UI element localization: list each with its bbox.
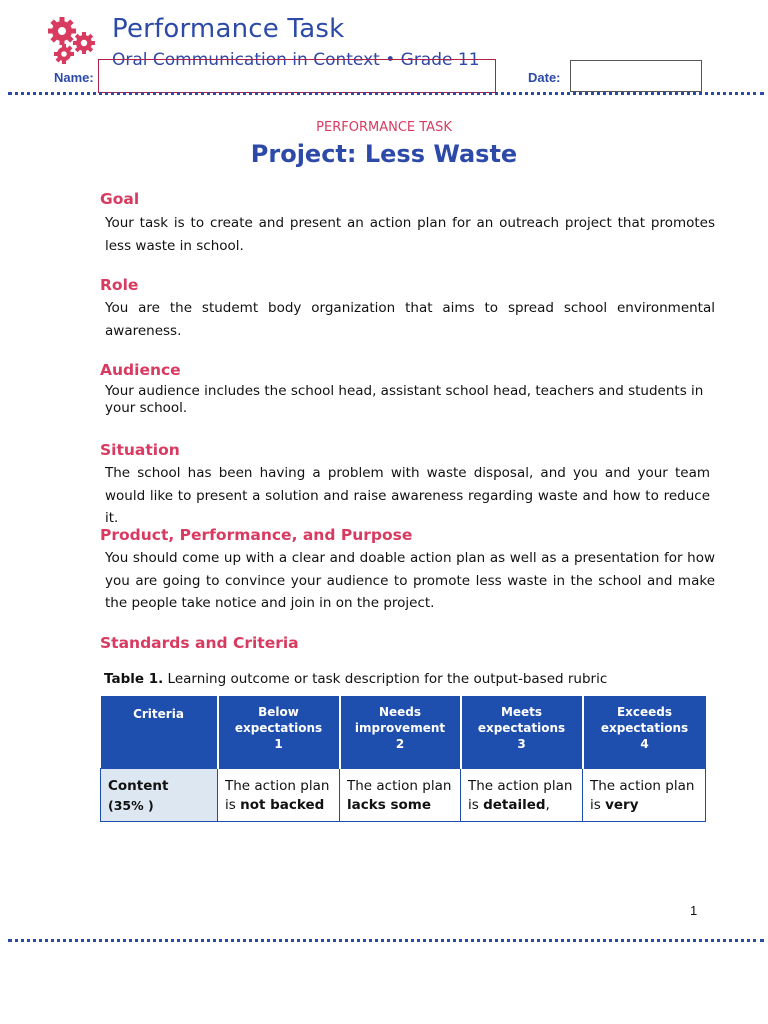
table-header-row	[101, 696, 706, 769]
table-caption	[104, 671, 607, 687]
table-header-cell: Meets expectations 3	[461, 696, 583, 769]
section-heading-goal: Goal	[100, 190, 140, 208]
table-cell: The action plan is very	[583, 769, 706, 822]
section-heading-standards: Standards and Criteria	[100, 634, 299, 652]
table-cell-criterion: Content (35% )	[101, 769, 218, 822]
table-header-cell: Below expectations 1	[218, 696, 340, 769]
header-subtitle: Oral Communication in Context • Grade 11	[112, 50, 480, 70]
table-cell: The action plan is not backed	[218, 769, 340, 822]
gears-logo-icon	[46, 16, 102, 64]
date-label: Date:	[528, 70, 561, 85]
project-title: Project: Less Waste	[250, 140, 518, 168]
table-header-cell: Criteria	[101, 696, 218, 769]
header-title: Performance Task	[112, 14, 345, 44]
table-header-cell: Exceeds expectations 4	[583, 696, 706, 769]
table-caption-text: Learning outcome or task description for the output-based rubric	[163, 671, 608, 687]
section-heading-role: Role	[100, 276, 139, 294]
section-text-role: You are the studemt body organization that aims to spread school environmental awareness.	[105, 300, 715, 339]
table-cell: The action plan is detailed,	[461, 769, 583, 822]
table-caption-label: Table 1.	[104, 671, 164, 687]
section-text-situation: The school has been having a problem with waste disposal, and you and your team would like to present a solution and raise awareness regarding waste and how to reduce it.	[105, 465, 710, 526]
task-label: PERFORMANCE TASK	[316, 120, 452, 135]
page-number: 1	[690, 903, 698, 918]
table-header-cell: Needs improvement 2	[340, 696, 461, 769]
rubric-table	[100, 696, 706, 822]
section-text-goal: Your task is to create and present an action plan for an outreach project that promotes less waste in school.	[105, 215, 715, 254]
table-cell: The action plan lacks some	[340, 769, 461, 822]
table-row	[101, 769, 706, 822]
header-divider	[8, 92, 764, 95]
section-text-product: You should come up with a clear and doable action plan as well as a presentation for how you are going to convince your audience to promote less waste in the school and make the people take notice and join in on the project.	[105, 550, 715, 611]
name-label: Name:	[54, 70, 94, 85]
name-field[interactable]	[98, 59, 496, 93]
section-heading-situation: Situation	[100, 441, 180, 459]
section-text-audience: Your audience includes the school head, assistant school head, teachers and students in your school.	[105, 383, 704, 416]
date-field[interactable]	[570, 60, 702, 92]
section-heading-audience: Audience	[100, 361, 181, 379]
footer-divider	[8, 939, 764, 942]
section-heading-product: Product, Performance, and Purpose	[100, 526, 413, 544]
